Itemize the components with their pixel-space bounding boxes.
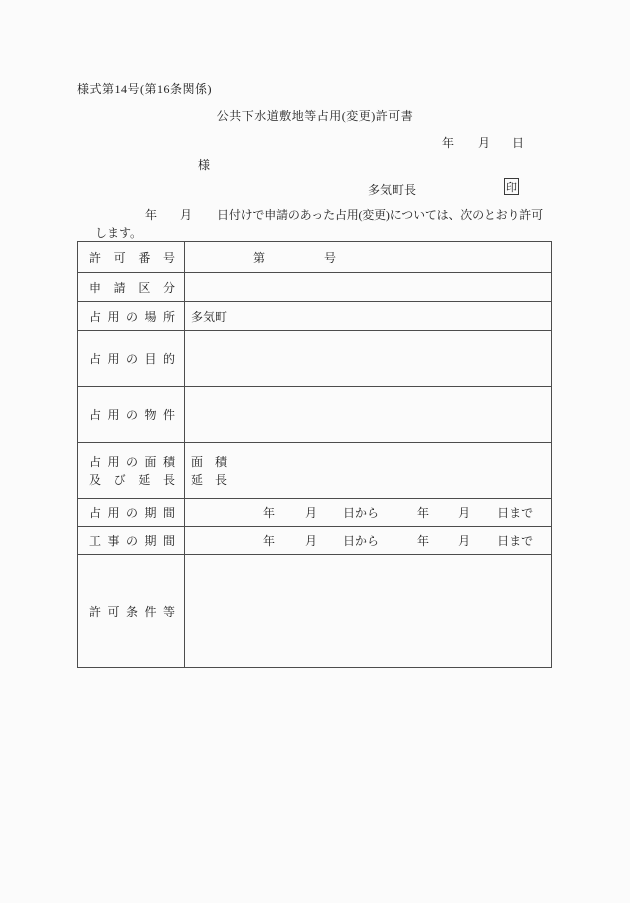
table-row-application-category — [78, 273, 551, 302]
table-row-occupancy-location — [78, 302, 551, 331]
row-value-permit-conditions — [185, 555, 551, 667]
row-label-application-category: 申 請 区 分 — [78, 273, 185, 301]
issue-date-year-label: 年 — [442, 136, 455, 150]
row-value-occupancy-purpose — [185, 331, 551, 386]
seal-stamp-box: 印 — [504, 178, 519, 195]
body-line1-text: 日付けで申請のあった占用(変更)については、次のとおり許可 — [217, 208, 543, 222]
permit-number-suffix: 号 — [324, 250, 337, 265]
issue-date-day-label: 日 — [512, 136, 525, 150]
row-label-permit-number: 許 可 番 号 — [78, 242, 185, 272]
form-number-label: 様式第14号(第16条関係) — [77, 82, 212, 96]
row-label-permit-conditions: 許 可 条 件 等 — [78, 555, 185, 667]
row-value-occupancy-period: 年 月 日から 年 月 日まで — [263, 506, 534, 520]
row-value-occupancy-object — [185, 387, 551, 442]
row-label-occupancy-location: 占 用 の 場 所 — [78, 302, 185, 330]
body-paragraph-line1 — [145, 206, 543, 223]
row-label-occupancy-object: 占 用 の 物 件 — [78, 387, 185, 442]
row-value-application-category — [185, 273, 551, 301]
table-row-construction-period — [78, 527, 551, 555]
row-value-permit-number — [185, 242, 551, 272]
document-title: 公共下水道敷地等占用(変更)許可書 — [216, 109, 414, 123]
table-row-permit-number — [78, 242, 551, 273]
permit-table — [77, 241, 552, 668]
table-row-occupancy-period — [78, 499, 551, 527]
row-value-occupancy-location: 多気町 — [191, 309, 228, 324]
row-value-construction-period: 年 月 日から 年 月 日まで — [263, 534, 534, 548]
row-label-construction-period: 工 事 の 期 間 — [78, 527, 185, 554]
area-label: 面 積 — [191, 454, 228, 469]
table-row-occupancy-area-length — [78, 443, 551, 499]
body-month-label: 月 — [180, 208, 193, 222]
row-value-occupancy-area-length — [185, 443, 551, 498]
addressee-honorific: 様 — [198, 158, 211, 172]
issue-date-line — [442, 134, 524, 151]
issuer-title: 多気町長 — [368, 183, 417, 197]
row-label-occupancy-period: 占 用 の 期 間 — [78, 499, 185, 526]
permit-number-prefix: 第 — [253, 250, 266, 265]
table-row-occupancy-purpose — [78, 331, 551, 387]
body-year-label: 年 — [145, 208, 158, 222]
table-row-permit-conditions — [78, 555, 551, 667]
row-label-occupancy-purpose: 占 用 の 目 的 — [78, 331, 185, 386]
row-label-occupancy-area-length: 占 用 の 面 積 及 び 延 長 — [78, 443, 185, 498]
length-label: 延 長 — [191, 472, 228, 487]
body-paragraph-line2: します。 — [95, 226, 143, 240]
table-row-occupancy-object — [78, 387, 551, 443]
issue-date-month-label: 月 — [478, 136, 491, 150]
